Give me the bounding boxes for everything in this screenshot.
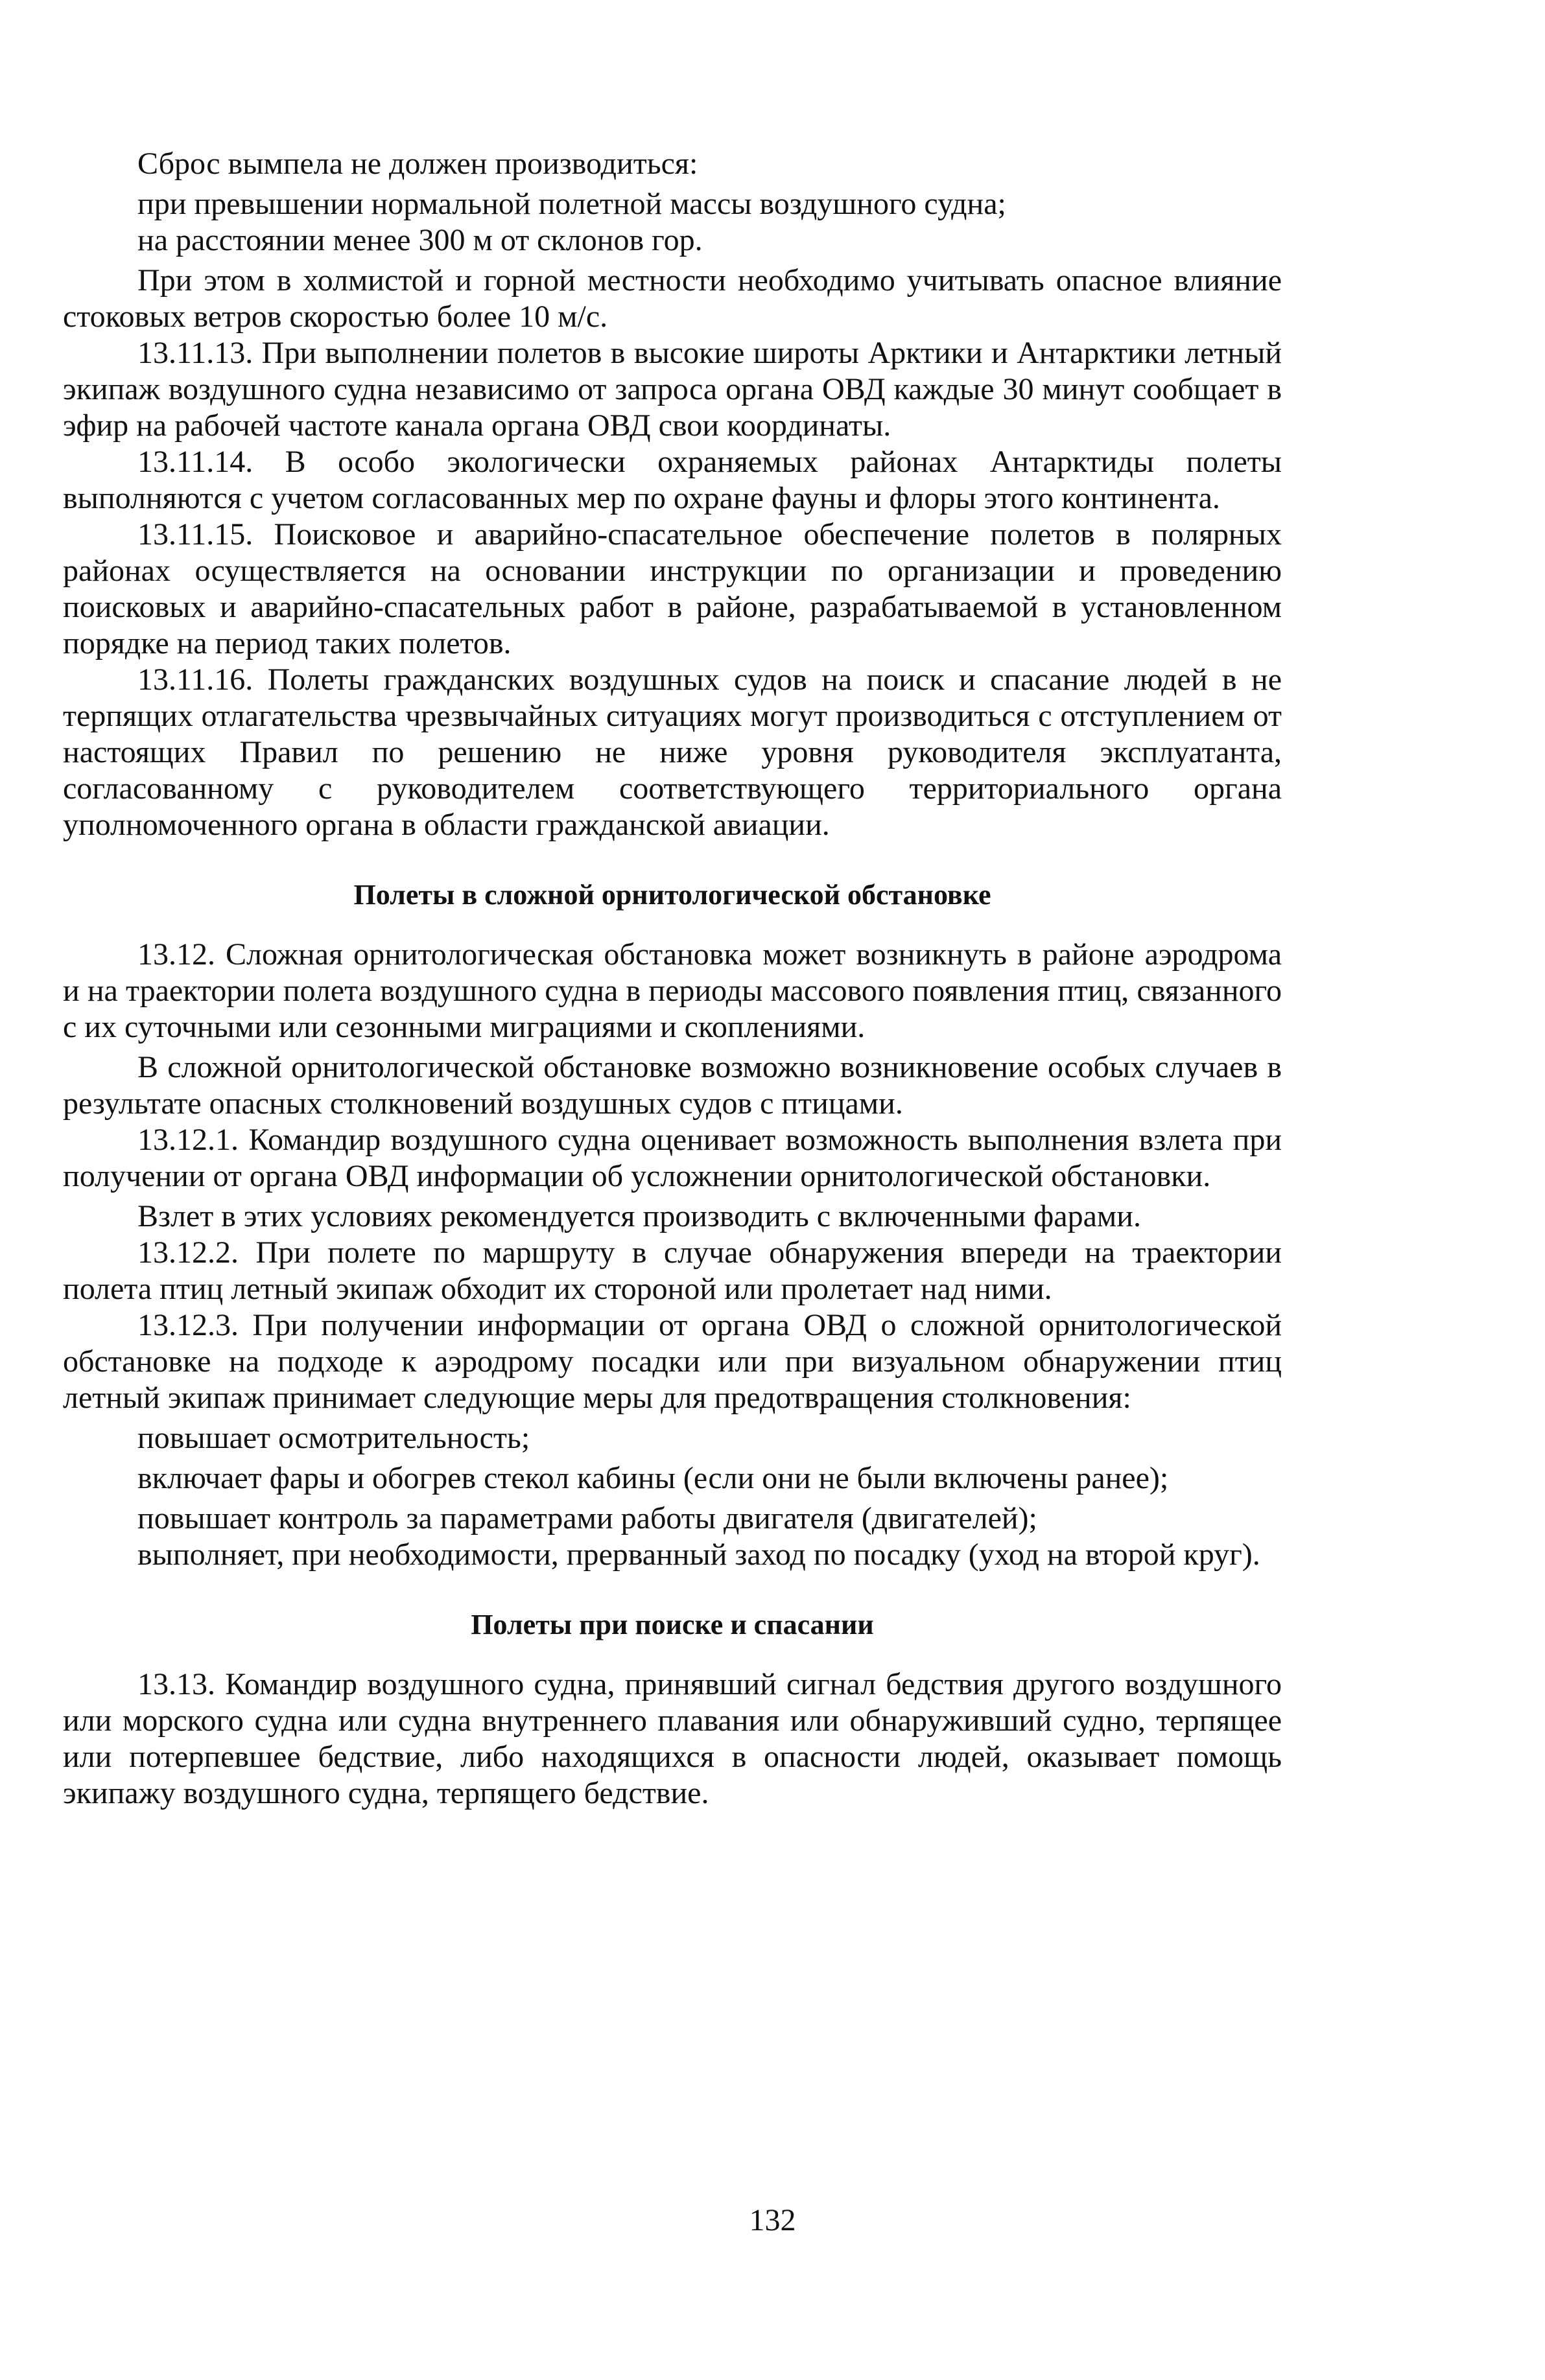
- paragraph: 13.11.13. При выполнении полетов в высокие широты Арктики и Антарктики летный экипаж воздушного судна независимо от запроса органа ОВД каждые 30 минут сообщает в эфир на рабочей частоте канала органа ОВД свои координаты.: [63, 336, 1282, 443]
- paragraph: 13.11.15. Поисковое и аварийно-спасательное обеспечение полетов в полярных районах осуществляется на основании инструкции по организации и проведению поисковых и аварийно-спасательных работ в районе, разрабатываемой в установленном порядке на период таких полетов.: [63, 517, 1282, 660]
- paragraph: 13.12.3. При получении информации от органа ОВД о сложной орнитологической обстановке на подходе к аэродрому посадки или при визуальном обнаружении птиц летный экипаж принимает следующие меры для предотвращения столкновения:: [63, 1308, 1282, 1415]
- list-item: выполняет, при необходимости, прерванный заход по посадку (уход на второй круг).: [137, 1537, 1260, 1572]
- section-heading-ornithology: Полеты в сложной орнитологической обстановке: [353, 879, 991, 911]
- page-number: 132: [749, 2203, 796, 2237]
- list-item: включает фары и обогрев стекол кабины (если они не были включены ранее);: [137, 1461, 1169, 1495]
- paragraph: 13.11.16. Полеты гражданских воздушных судов на поиск и спасание людей в не терпящих отлагательства чрезвычайных ситуациях могут производиться с отступлением от настоящих Правил по решению не ниже уровня руководителя эксплуатанта, согласованному с руководителем соответствующего территориального органа уполномоченного органа в области гражданской авиации.: [63, 662, 1282, 842]
- paragraph: Взлет в этих условиях рекомендуется производить с включенными фарами.: [137, 1199, 1141, 1233]
- paragraph: при превышении нормальной полетной массы воздушного судна;: [137, 187, 1006, 221]
- paragraph: Сброс вымпела не должен производиться:: [137, 146, 698, 181]
- list-item: повышает контроль за параметрами работы двигателя (двигателей);: [137, 1501, 1037, 1535]
- paragraph: на расстоянии менее 300 м от склонов гор.: [137, 223, 703, 257]
- paragraph: 13.12.2. При полете по маршруту в случае обнаружения впереди на траектории полета птиц летный экипаж обходит их стороной или пролетает над ними.: [63, 1235, 1282, 1306]
- paragraph: 13.12.1. Командир воздушного судна оценивает возможность выполнения взлета при получении от органа ОВД информации об усложнении орнитологической обстановки.: [63, 1123, 1282, 1193]
- paragraph: 13.11.14. В особо экологически охраняемых районах Антарктиды полеты выполняются с учетом согласованных мер по охране фауны и флоры этого континента.: [63, 445, 1282, 515]
- section-heading-search: Полеты при поиске и спасании: [471, 1609, 874, 1640]
- paragraph: 13.12. Сложная орнитологическая обстановка может возникнуть в районе аэродрома и на траектории полета воздушного судна в периоды массового появления птиц, связанного с их суточными или сезонными миграциями и скоплениями.: [63, 937, 1282, 1044]
- list-item: повышает осмотрительность;: [137, 1421, 530, 1455]
- paragraph: В сложной орнитологической обстановке возможно возникновение особых случаев в результате опасных столкновений воздушных судов с птицами.: [63, 1050, 1282, 1121]
- paragraph: При этом в холмистой и горной местности необходимо учитывать опасное влияние стоковых ветров скоростью более 10 м/с.: [63, 263, 1282, 334]
- paragraph: 13.13. Командир воздушного судна, принявший сигнал бедствия другого воздушного или морского судна или судна внутреннего плавания или обнаруживший судно, терпящее или потерпевшее бедствие, либо находящихся в опасности людей, оказывает помощь экипажу воздушного судна, терпящего бедствие.: [63, 1667, 1282, 1810]
- document-page: [63, 146, 1282, 1812]
